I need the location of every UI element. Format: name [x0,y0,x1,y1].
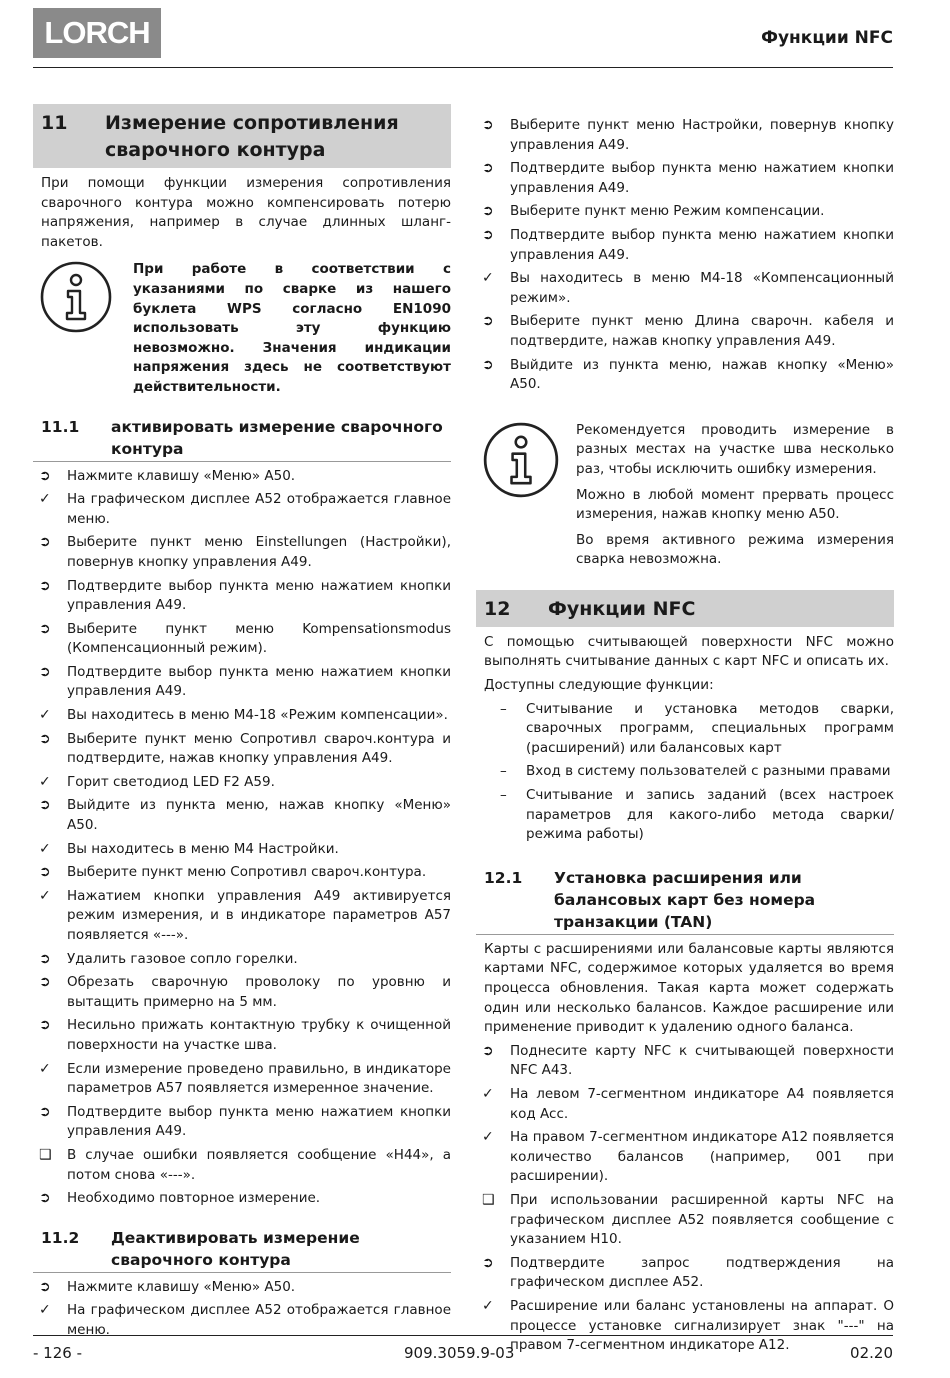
arrow-icon: ➲ [482,1254,494,1271]
step-text: Удалить газовое сопло горелки. [67,950,298,967]
step-text: Выберите пункт меню Сопротивл свароч.контура. [67,864,427,881]
check-icon: ✓ [39,887,51,904]
check-icon: ✓ [39,707,51,724]
step-item [33,490,451,529]
check-icon: ✓ [39,773,51,790]
section-12-heading [476,590,894,627]
list-item [500,762,894,782]
step-text: Выберите пункт меню Настройки, повернув кнопку управления A49. [510,117,894,153]
section-title: Измерение сопротивления сварочного контура [105,112,399,161]
checkbox-icon: ❑ [39,1146,52,1163]
step-item [476,1128,894,1187]
arrow-icon: ➲ [482,160,494,177]
step-text: Необходимо повторное измерение. [67,1190,321,1207]
step-text: Подтвердите выбор пункта меню нажатием кнопки управления A49. [67,1103,451,1140]
subsection-title: активировать измерение сварочного контура [111,417,443,458]
functions-lead: Доступны следующие функции: [484,677,714,694]
page-number: - 126 - [33,1344,82,1362]
dash-marker: – [500,787,507,804]
step-item [33,1146,451,1185]
step-text: Выберите пункт меню Длина сварочн. кабеля и подтвердите, нажав кнопку управления A49. [510,313,894,349]
subsection-number: 11.1 [41,417,80,436]
step-item [33,577,451,616]
step-item [476,1042,894,1081]
header-title: Функции NFC [761,28,893,48]
step-text: На графическом дисплее A52 отображается главное меню. [67,1302,451,1338]
list-item-text: Считывание и запись заданий (всех настроек параметров для какого-либо метода сварки/режима работы) [526,787,894,843]
arrow-icon: ➲ [39,1278,51,1295]
step-text: Подтвердите запрос подтверждения на графическом дисплее A52. [510,1254,894,1291]
steps-list [476,1042,894,1356]
functions-list [476,700,894,845]
step-text: Выйдите из пункта меню, нажав кнопку «Меню» A50. [67,797,451,834]
step-item [476,226,894,265]
checkbox-icon: ❑ [482,1191,495,1208]
step-item [33,1278,451,1298]
right-column [476,116,894,1360]
arrow-icon: ➲ [39,730,51,747]
step-item [33,1189,451,1209]
left-column [33,104,451,1345]
arrow-icon: ➲ [39,950,51,967]
check-icon: ✓ [39,840,51,857]
info-icon [476,421,576,576]
check-icon: ✓ [482,1297,494,1314]
lorch-logo: LORCH [33,8,161,58]
step-item [33,1016,451,1055]
step-item [476,356,894,395]
arrow-icon: ➲ [39,663,51,680]
step-item [476,1085,894,1124]
note-paragraph: Рекомендуется проводить измерение в разных местах на участке шва несколько раз, чтобы исключить ошибку измерения. [576,421,894,477]
step-text: Вы находитесь в меню M4 Настройки. [67,840,339,857]
arrow-icon: ➲ [39,1190,51,1207]
step-item [476,202,894,222]
step-text: Выйдите из пункта меню, нажав кнопку «Меню» A50. [510,356,894,393]
step-text: Вы находитесь в меню M4-18 «Компенсационный режим». [510,270,894,306]
step-item [33,840,451,860]
section-11-heading [33,104,451,168]
info-icon [33,260,133,397]
note-paragraph: Во время активного режима измерения сварка невозможна. [576,531,894,568]
step-text: Подтвердите выбор пункта меню нажатием кнопки управления A49. [510,160,894,196]
arrow-icon: ➲ [39,864,51,881]
subsection-number: 12.1 [484,868,523,887]
arrow-icon: ➲ [39,467,51,484]
step-text: Выберите пункт меню Kompensationsmodus (Компенсационный режим). [67,620,451,657]
step-item [33,796,451,835]
step-text: При использовании расширенной карты NFC на графическом дисплее A52 появляется сообщение с указанием H10. [510,1191,894,1248]
subsection-title: Установка расширения или балансовых карт без номера транзакции (TAN) [554,868,816,931]
step-text: Поднесите карту NFC к считывающей поверхности NFC A43. [510,1042,894,1079]
steps-list [33,1278,451,1341]
subsection-11-1-heading [33,416,451,462]
step-item [33,467,451,487]
step-text: Несильно прижать контактную трубку к очищенной поверхности на участке шва. [67,1017,451,1053]
step-text: Выберите пункт меню Сопротивл свароч.контура и подтвердите, нажав кнопку управления A49. [67,730,451,767]
arrow-icon: ➲ [482,117,494,133]
steps-list [476,116,894,395]
check-icon: ✓ [482,1085,494,1102]
arrow-icon: ➲ [39,1017,51,1034]
arrow-icon: ➲ [39,534,51,551]
section-12-intro: С помощью считывающей поверхности NFC можно выполнять считывание данных с карт NFC и описать их. [484,633,894,670]
step-text: В случае ошибки появляется сообщение «H44», а потом снова «---». [67,1146,451,1183]
document-number: 909.3059.9-03 [404,1344,515,1362]
check-icon: ✓ [482,270,494,287]
step-text: На левом 7-сегментном индикаторе A4 появляется код Acc. [510,1085,894,1122]
step-item [476,269,894,308]
step-text: Нажатием кнопки управления A49 активируется режим измерения, и в индикаторе параметров A57 появляется «---». [67,887,451,943]
steps-list [33,467,451,1209]
step-item [33,973,451,1012]
step-text: Подтвердите выбор пункта меню нажатием кнопки управления A49. [67,663,451,700]
step-item [33,663,451,702]
check-icon: ✓ [39,491,51,508]
note-paragraph: Можно в любой момент прервать процесс измерения, нажав кнопку меню A50. [576,486,894,523]
step-text: Подтвердите выбор пункта меню нажатием кнопки управления A49. [67,577,451,614]
step-text: Нажмите клавишу «Меню» A50. [67,467,296,484]
list-item-text: Вход в систему пользователей с разными правами [526,763,891,780]
step-item [33,620,451,659]
check-icon: ✓ [39,1060,51,1077]
section-11-intro: При помощи функции измерения сопротивления сварочного контура можно компенсировать потерю напряжения, например в случае длинных шланг-пакетов. [41,175,451,250]
step-item [476,1191,894,1250]
step-item [476,1254,894,1293]
step-item [476,1297,894,1356]
subsection-number: 11.2 [41,1228,80,1247]
note-text [576,421,894,576]
arrow-icon: ➲ [482,356,494,373]
check-icon: ✓ [482,1129,494,1146]
section-number: 12 [484,597,511,620]
section-title: Функции NFC [548,597,696,620]
subsection-11-2-heading [33,1227,451,1273]
document-date: 02.20 [850,1344,893,1362]
step-item [33,1103,451,1142]
step-text: Выберите пункт меню Einstellungen (Настройки), повернув кнопку управления A49. [67,534,451,570]
note-text: При работе в соответствии с указаниями по сварке из нашего буклета WPS согласно EN1090 использовать эту функцию невозможно. Значения индикации напряжения здесь не соответствуют действительности. [133,261,451,395]
arrow-icon: ➲ [39,577,51,594]
step-item [33,863,451,883]
subsection-12-1-heading [476,867,894,935]
list-item-text: Считывание и установка методов сварки, сварочных программ, специальных программ (расширений) или балансовых карт [526,700,894,756]
step-text: Обрезать сварочную проволоку по уровню и вытащить примерно на 5 мм. [67,974,451,1010]
check-icon: ✓ [39,1302,51,1319]
list-item [500,700,894,759]
step-text: Горит светодиод LED F2 A59. [67,773,275,790]
step-text: Нажмите клавишу «Меню» A50. [67,1278,296,1295]
step-text: Выберите пункт меню Режим компенсации. [510,203,825,220]
step-text: На графическом дисплее A52 отображается главное меню. [67,491,451,527]
arrow-icon: ➲ [39,974,51,991]
info-note [33,260,451,397]
step-text: Вы находитесь в меню M4-18 «Режим компенсации». [67,707,448,724]
arrow-icon: ➲ [39,1103,51,1120]
step-item [476,116,894,155]
arrow-icon: ➲ [482,226,494,243]
arrow-icon: ➲ [39,797,51,814]
arrow-icon: ➲ [39,620,51,637]
list-item [500,786,894,845]
step-text: На правом 7-сегментном индикаторе A12 появляется количество балансов (например, 001 при расширении). [510,1129,894,1185]
info-note [476,421,894,576]
dash-marker: – [500,700,507,717]
arrow-icon: ➲ [482,203,494,220]
step-item [33,773,451,793]
step-text: Если измерение проведено правильно, в индикаторе параметров A57 появляется измеренное значение. [67,1060,451,1097]
subsection-title: Деактивировать измерение сварочного контура [111,1228,360,1269]
step-item [476,159,894,198]
step-item [33,730,451,769]
step-text: Расширение или баланс установлены на аппарат. О процессе установке сигнализирует знак "---" на правом 7-сегментном индикаторе A12. [510,1297,894,1354]
dash-marker: – [500,763,507,780]
step-item [33,1060,451,1099]
arrow-icon: ➲ [482,313,494,330]
arrow-icon: ➲ [482,1042,494,1059]
subsection-12-1-intro: Карты с расширениями или балансовые карты являются картами NFC, содержимое которых удаляется во время процесса обновления. Такая карта может содержать один или несколько балансов. Каждое расширение или применение приводит к удалению одного баланса. [484,940,894,1036]
section-number: 11 [41,112,68,134]
step-item [33,533,451,572]
step-text: Подтвердите выбор пункта меню нажатием кнопки управления A49. [510,226,894,263]
footer-divider [33,1335,893,1336]
step-item [33,950,451,970]
step-item [33,887,451,946]
step-item [33,706,451,726]
step-item [476,312,894,351]
header-divider [33,67,893,68]
